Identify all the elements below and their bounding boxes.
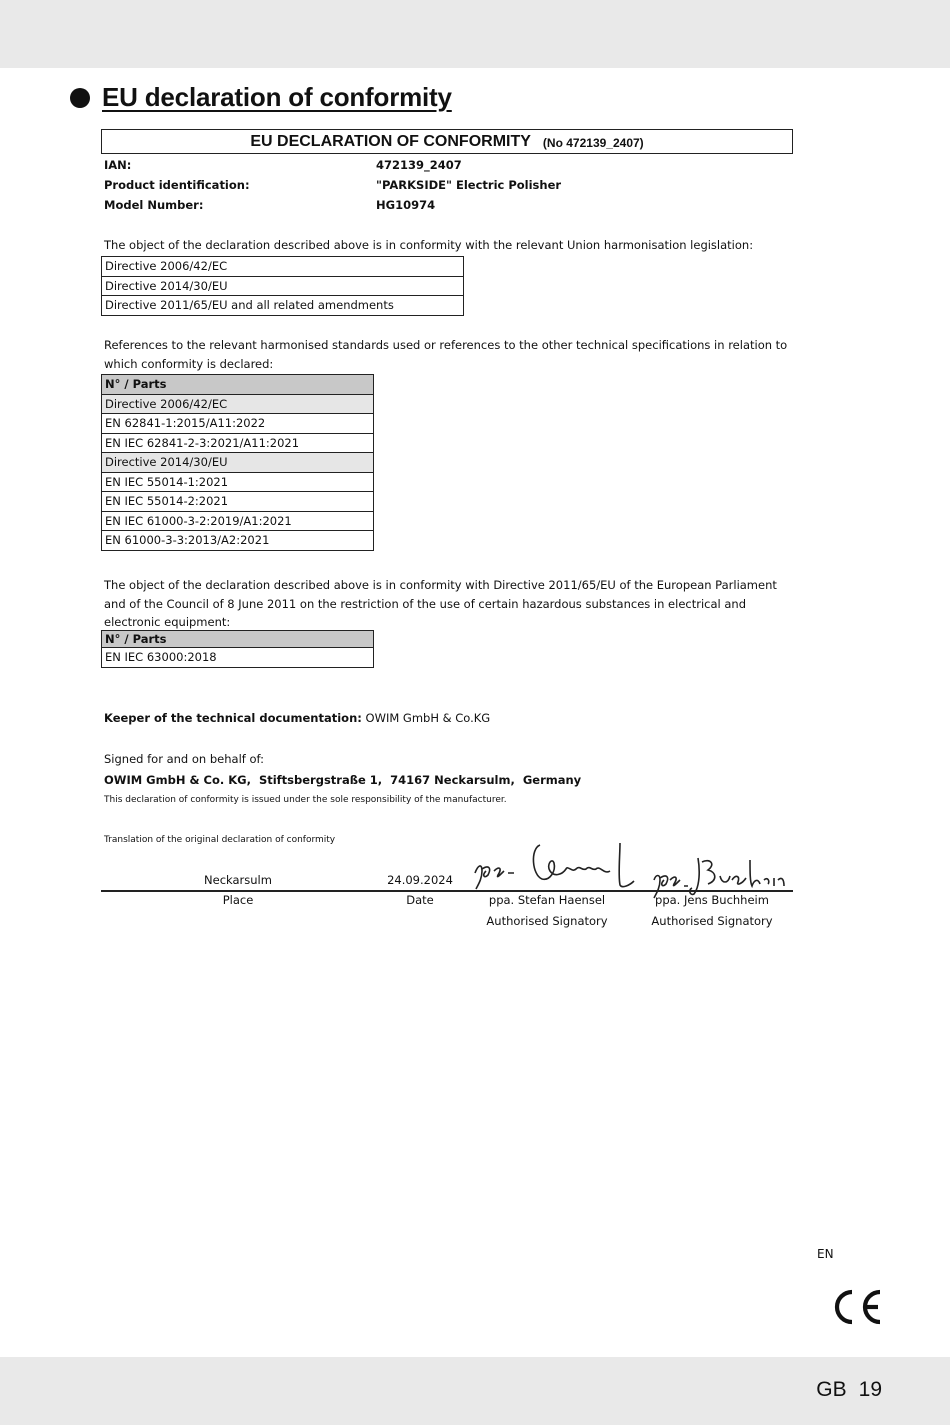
keeper-line [104, 711, 490, 725]
signature-line [101, 890, 793, 892]
table-cell: Directive 2006/42/EC [102, 394, 374, 414]
table-group-row [102, 394, 374, 414]
references-statement: References to the relevant harmonised standards used or references to the other technical specifications in relation to which conformity is declared: [104, 338, 788, 371]
signatory-name: ppa. Stefan Haensel [488, 893, 606, 907]
field-label: IAN: [104, 158, 132, 172]
conformity-statement: The object of the declaration described above is in conformity with the relevant Union harmonisation legislation: [104, 238, 754, 252]
declaration-title: EU DECLARATION OF CONFORMITY [250, 132, 531, 150]
responsibility-note: This declaration of conformity is issued under the sole responsibility of the manufacturer. [104, 795, 507, 805]
signed-for-label: Signed for and on behalf of: [104, 752, 265, 766]
table-cell: Directive 2014/30/EU [102, 453, 374, 473]
table-cell: EN IEC 63000:2018 [102, 648, 374, 668]
bullet-icon [70, 88, 90, 108]
page-number: 19 [858, 1378, 882, 1401]
table-cell: EN IEC 61000-3-2:2019/A1:2021 [102, 511, 374, 531]
place-value: Neckarsulm [204, 873, 272, 887]
directives-table [101, 256, 464, 316]
declaration-number: (No 472139_2407) [542, 136, 644, 150]
table-group-row [102, 453, 374, 473]
declaration-title-box [101, 129, 793, 154]
table-cell: EN IEC 55014-1:2021 [102, 472, 374, 492]
table-header-row [102, 631, 374, 648]
date-value: 24.09.2024 [387, 873, 453, 887]
table-row [102, 257, 464, 277]
field-value: "PARKSIDE" Electric Polisher [376, 178, 562, 192]
signatory-role: Authorised Signatory [486, 914, 608, 928]
translation-note: Translation of the original declaration of conformity [104, 835, 336, 845]
table-row [102, 276, 464, 296]
signatory-role: Authorised Signatory [651, 914, 773, 928]
bottom-margin-bar [0, 1357, 950, 1425]
standards-table [101, 374, 374, 551]
table-row [102, 531, 374, 551]
table-row [102, 472, 374, 492]
table-row [102, 492, 374, 512]
rohs-statement: The object of the declaration described above is in conformity with Directive 2011/65/EU of the European Parliament and of the Council of 8 June 2011 on the restriction of the use of certain hazardous substances in electrical and electronic equipment: [104, 578, 777, 629]
table-row [102, 414, 374, 434]
table-header-cell: N° / Parts [102, 631, 374, 648]
field-label: Product identification: [104, 178, 250, 192]
table-cell: Directive 2006/42/EC [102, 257, 464, 277]
table-header-row [102, 375, 374, 395]
field-model-number [104, 198, 804, 218]
signature-haensel [470, 835, 640, 895]
keeper-value: OWIM GmbH & Co.KG [365, 711, 491, 725]
company-address: OWIM GmbH & Co. KG, Stiftsbergstraße 1, 74167 Neckarsulm, Germany [104, 773, 582, 787]
table-row [102, 296, 464, 316]
field-value: 472139_2407 [376, 158, 462, 172]
table-cell: EN 62841-1:2015/A11:2022 [102, 414, 374, 434]
table-cell: Directive 2011/65/EU and all related amendments [102, 296, 464, 316]
field-value: HG10974 [376, 198, 436, 212]
table-header-cell: N° / Parts [102, 375, 374, 395]
signatory-name: ppa. Jens Buchheim [655, 893, 769, 907]
page-footer [816, 1378, 882, 1402]
table-cell: EN IEC 55014-2:2021 [102, 492, 374, 512]
date-label: Date [406, 893, 434, 907]
page-title: EU declaration of conformity [102, 82, 452, 112]
table-row [102, 433, 374, 453]
table-row [102, 648, 374, 668]
ce-mark-icon [830, 1288, 884, 1326]
rohs-table [101, 630, 374, 668]
table-cell: EN IEC 62841-2-3:2021/A11:2021 [102, 433, 374, 453]
table-row [102, 511, 374, 531]
table-cell: Directive 2014/30/EU [102, 276, 464, 296]
footer-region: GB [816, 1378, 847, 1401]
table-cell: EN 61000-3-3:2013/A2:2021 [102, 531, 374, 551]
language-code: EN [817, 1247, 834, 1261]
top-margin-bar [0, 0, 950, 68]
keeper-label: Keeper of the technical documentation: [104, 711, 362, 725]
field-ian [104, 158, 804, 178]
field-label: Model Number: [104, 198, 204, 212]
section-heading [70, 82, 452, 113]
place-label: Place [222, 893, 254, 907]
field-product-identification [104, 178, 804, 198]
